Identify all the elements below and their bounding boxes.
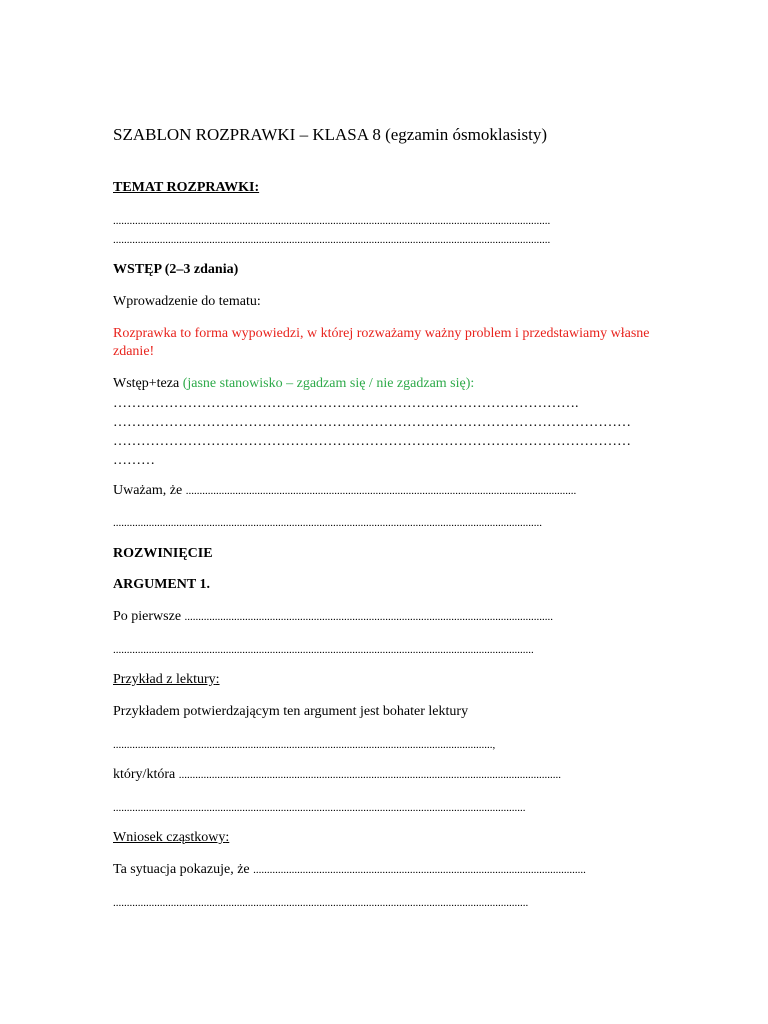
which-line-2: ...................................................................................................................................................... (113, 802, 526, 814)
which-start: który/która (113, 767, 179, 782)
opinion-start: Uważam, że (113, 483, 186, 498)
document-page (113, 0, 658, 1024)
document-title: SZABLON ROZPRAWKI – KLASA 8 (egzamin ósmoklasisty) (113, 125, 548, 144)
which-dots: ........................................................................................................................................... (178, 769, 561, 781)
conclusion-label-row (113, 829, 229, 847)
thesis-line-1: ………………………………………………………………………………………. (113, 396, 579, 411)
thesis-label: Wstęp+teza (113, 376, 183, 391)
conclusion-colon: : (225, 830, 230, 845)
conclusion-row (113, 861, 628, 879)
conclusion-line-2: ....................................................................................................................................................... (113, 897, 529, 909)
topic-heading: TEMAT ROZPRAWKI: (113, 180, 260, 195)
argument-heading: ARGUMENT 1. (113, 577, 210, 592)
thesis-line-3: ………………………………………………………………………………………………… (113, 434, 631, 449)
which-row (113, 766, 633, 784)
intro-label: Wprowadzenie do tematu: (113, 294, 261, 309)
example-colon: : (215, 672, 220, 687)
opinion-line-2: ............................................................................................................................................................ (113, 517, 542, 529)
example-line: .........................................................................................................................................., (113, 739, 496, 751)
topic-line-2: ............................................................................................................................................................... (113, 234, 551, 246)
conclusion-start: Ta sytuacja pokazuje, że (113, 862, 254, 877)
first-dots: ...................................................................................................................................... (184, 611, 554, 623)
first-row (113, 608, 658, 626)
example-text: Przykładem potwierdzającym ten argument jest bohater lektury (113, 704, 469, 719)
first-start: Po pierwsze (113, 609, 185, 624)
thesis-line-2: ………………………………………………………………………………………………… (113, 415, 631, 430)
opinion-row (113, 482, 658, 500)
thesis-hint: (jasne stanowisko – zgadzam się / nie zgadzam się): (182, 376, 475, 391)
intro-text: Rozprawka to forma wypowiedzi, w której rozważamy ważny problem i przedstawiamy własne zdanie! (113, 326, 650, 359)
first-line-2: ......................................................................................................................................................... (113, 644, 534, 656)
example-label: Przykład z lektury (113, 672, 216, 687)
conclusion-label: Wniosek cząstkowy (113, 830, 226, 845)
conclusion-dots: ......................................................................................................................... (253, 864, 586, 876)
intro-heading: WSTĘP (2–3 zdania) (113, 262, 239, 277)
thesis-row (113, 375, 474, 393)
body-heading: ROZWINIĘCIE (113, 546, 213, 561)
topic-line-1: ............................................................................................................................................................... (113, 215, 551, 227)
thesis-line-4: ……… (113, 453, 155, 468)
example-label-row (113, 671, 220, 689)
opinion-dots: .............................................................................................................................................. (185, 485, 577, 497)
